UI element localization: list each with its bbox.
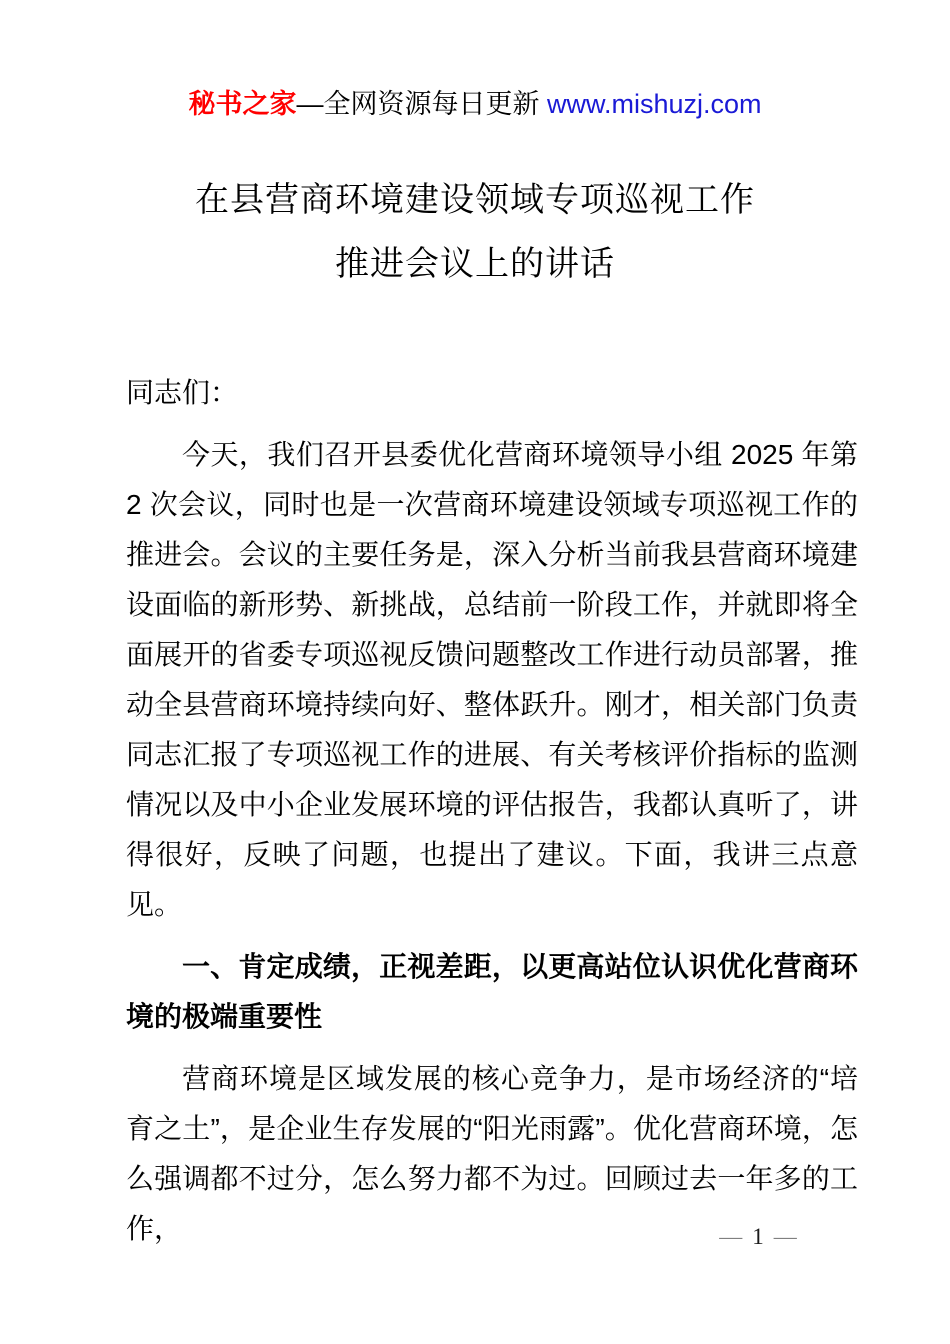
paragraph-2: 营商环境是区域发展的核心竞争力，是市场经济的“培育之土”，是企业生存发展的“阳光雨露”。优化营商环境，怎么强调都不过分，怎么努力都不为过。回顾过去一年多的工作， [126, 1063, 858, 1244]
document-title-line-1: 在县营商环境建设领域专项巡视工作 [195, 181, 755, 219]
site-url-link[interactable]: www.mishuzj.com [546, 89, 762, 119]
document-body [126, 368, 858, 1254]
section-heading-1: 一、肯定成绩，正视差距，以更高站位认识优化营商环境的极端重要性 [126, 951, 858, 1032]
document-title [126, 168, 824, 296]
page-footer [658, 1222, 858, 1252]
salutation: 同志们： [126, 377, 239, 408]
document-title-line-2: 推进会议上的讲话 [335, 245, 615, 283]
footer-dash-left: — [719, 1224, 743, 1249]
site-name: 秘书之家 [188, 89, 297, 119]
site-header [0, 88, 950, 120]
site-tagline: —全网资源每日更新 [296, 89, 547, 119]
footer-dash-right: — [773, 1224, 797, 1249]
paragraph-1: 今天，我们召开县委优化营商环境领导小组 2025 年第 2 次会议，同时也是一次营商环境建设领域专项巡视工作的推进会。会议的主要任务是，深入分析当前我县营商环境建设面临的新形势、新挑战，总结前一阶段工作，并就即将全面展开的省委专项巡视反馈问题整改工作进行动员部署，推动全县营商环境持续向好、整体跃升。刚才，相关部门负责同志汇报了专项巡视工作的进展、有关考核评价指标的监测情况以及中小企业发展环境的评估报告，我都认真听了，讲得很好，反映了问题，也提出了建议。下面，我讲三点意见。 [126, 439, 858, 920]
page-number: 1 [752, 1224, 764, 1249]
